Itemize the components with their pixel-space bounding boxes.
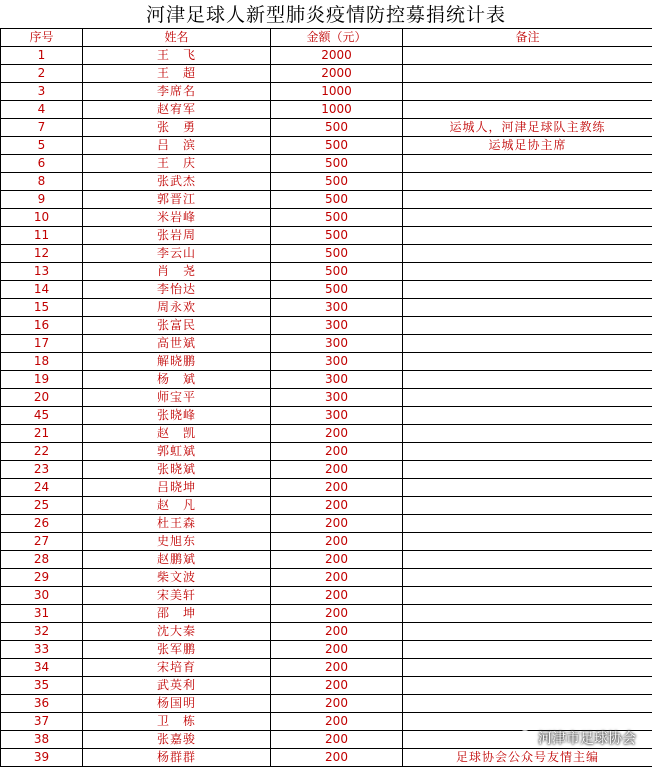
row-name-cell: 张富民 xyxy=(83,317,271,335)
row-seq-cell: 7 xyxy=(1,119,83,137)
row-note-cell xyxy=(403,191,652,209)
row-seq-cell: 13 xyxy=(1,263,83,281)
table-row xyxy=(1,335,652,353)
row-name-cell: 师宝平 xyxy=(83,389,271,407)
row-seq-cell: 33 xyxy=(1,641,83,659)
watermark-text: 河津市足球协会 xyxy=(538,728,636,748)
table-row xyxy=(1,407,652,425)
row-note-cell xyxy=(403,389,652,407)
row-amount-cell: 300 xyxy=(271,371,403,389)
row-seq-cell: 4 xyxy=(1,101,83,119)
row-amount-cell: 200 xyxy=(271,623,403,641)
row-seq-cell: 14 xyxy=(1,281,83,299)
table-row xyxy=(1,443,652,461)
table-row xyxy=(1,389,652,407)
row-name-cell: 张晓峰 xyxy=(83,407,271,425)
row-seq-cell: 16 xyxy=(1,317,83,335)
row-seq-cell: 26 xyxy=(1,515,83,533)
row-amount-cell: 200 xyxy=(271,731,403,749)
row-amount-cell: 200 xyxy=(271,587,403,605)
row-note-cell xyxy=(403,173,652,191)
table-row xyxy=(1,605,652,623)
row-name-cell: 史旭东 xyxy=(83,533,271,551)
row-seq-cell: 29 xyxy=(1,569,83,587)
row-note-cell xyxy=(403,281,652,299)
row-amount-cell: 300 xyxy=(271,407,403,425)
row-name-cell: 张晓斌 xyxy=(83,461,271,479)
row-note-cell xyxy=(403,209,652,227)
row-seq-cell: 19 xyxy=(1,371,83,389)
row-name-cell: 赵 凯 xyxy=(83,425,271,443)
table-row xyxy=(1,695,652,713)
row-seq-cell: 35 xyxy=(1,677,83,695)
table-row xyxy=(1,83,652,101)
row-name-cell: 高世斌 xyxy=(83,335,271,353)
row-note-cell xyxy=(403,551,652,569)
row-name-cell: 杨群群 xyxy=(83,749,271,767)
row-amount-cell: 200 xyxy=(271,677,403,695)
table-row xyxy=(1,551,652,569)
row-seq-cell: 15 xyxy=(1,299,83,317)
row-name-cell: 吕 滨 xyxy=(83,137,271,155)
row-seq-cell: 22 xyxy=(1,443,83,461)
table-row xyxy=(1,191,652,209)
row-note-cell xyxy=(403,335,652,353)
row-note-cell: 运城人，河津足球队主教练 xyxy=(403,119,652,137)
row-amount-cell: 200 xyxy=(271,641,403,659)
table-row xyxy=(1,479,652,497)
row-note-cell xyxy=(403,47,652,65)
table-row xyxy=(1,299,652,317)
table-row xyxy=(1,425,652,443)
row-note-cell xyxy=(403,497,652,515)
row-note-cell xyxy=(403,587,652,605)
table-row xyxy=(1,587,652,605)
row-amount-cell: 500 xyxy=(271,263,403,281)
header-seq: 序号 xyxy=(1,29,83,47)
row-amount-cell: 2000 xyxy=(271,47,403,65)
row-seq-cell: 1 xyxy=(1,47,83,65)
row-amount-cell: 500 xyxy=(271,209,403,227)
row-seq-cell: 34 xyxy=(1,659,83,677)
row-note-cell xyxy=(403,623,652,641)
table-row xyxy=(1,677,652,695)
row-note-cell xyxy=(403,569,652,587)
row-note-cell xyxy=(403,65,652,83)
row-seq-cell: 39 xyxy=(1,749,83,767)
row-note-cell xyxy=(403,83,652,101)
row-note-cell xyxy=(403,263,652,281)
row-note-cell xyxy=(403,407,652,425)
table-row xyxy=(1,101,652,119)
table-row xyxy=(1,263,652,281)
row-amount-cell: 200 xyxy=(271,533,403,551)
row-seq-cell: 27 xyxy=(1,533,83,551)
account-watermark xyxy=(516,728,636,748)
row-name-cell: 卫 栋 xyxy=(83,713,271,731)
row-amount-cell: 200 xyxy=(271,551,403,569)
wechat-official-account-icon xyxy=(516,729,534,747)
row-seq-cell: 12 xyxy=(1,245,83,263)
row-amount-cell: 200 xyxy=(271,461,403,479)
header-amount: 金额（元） xyxy=(271,29,403,47)
row-name-cell: 杨国明 xyxy=(83,695,271,713)
row-note-cell xyxy=(403,371,652,389)
row-note-cell xyxy=(403,155,652,173)
row-amount-cell: 2000 xyxy=(271,65,403,83)
row-note-cell xyxy=(403,227,652,245)
row-name-cell: 解晓鹏 xyxy=(83,353,271,371)
table-row xyxy=(1,371,652,389)
row-amount-cell: 500 xyxy=(271,137,403,155)
row-name-cell: 赵宥军 xyxy=(83,101,271,119)
table-row xyxy=(1,569,652,587)
row-name-cell: 周永欢 xyxy=(83,299,271,317)
row-name-cell: 邵 坤 xyxy=(83,605,271,623)
row-name-cell: 李席名 xyxy=(83,83,271,101)
row-name-cell: 张岩周 xyxy=(83,227,271,245)
row-name-cell: 张军鹏 xyxy=(83,641,271,659)
row-seq-cell: 21 xyxy=(1,425,83,443)
row-amount-cell: 200 xyxy=(271,425,403,443)
table-row xyxy=(1,155,652,173)
table-row xyxy=(1,317,652,335)
row-seq-cell: 31 xyxy=(1,605,83,623)
row-seq-cell: 6 xyxy=(1,155,83,173)
row-amount-cell: 200 xyxy=(271,695,403,713)
row-note-cell xyxy=(403,353,652,371)
table-row xyxy=(1,515,652,533)
row-name-cell: 宋培育 xyxy=(83,659,271,677)
row-amount-cell: 300 xyxy=(271,299,403,317)
row-note-cell xyxy=(403,533,652,551)
row-seq-cell: 28 xyxy=(1,551,83,569)
row-name-cell: 吕晓坤 xyxy=(83,479,271,497)
row-seq-cell: 45 xyxy=(1,407,83,425)
row-seq-cell: 2 xyxy=(1,65,83,83)
row-name-cell: 王 飞 xyxy=(83,47,271,65)
row-amount-cell: 1000 xyxy=(271,101,403,119)
row-amount-cell: 500 xyxy=(271,119,403,137)
row-name-cell: 李怡达 xyxy=(83,281,271,299)
row-seq-cell: 3 xyxy=(1,83,83,101)
header-note: 备注 xyxy=(403,29,652,47)
row-amount-cell: 500 xyxy=(271,191,403,209)
row-name-cell: 郭晋江 xyxy=(83,191,271,209)
row-amount-cell: 300 xyxy=(271,335,403,353)
row-note-cell xyxy=(403,605,652,623)
table-row xyxy=(1,227,652,245)
row-note-cell xyxy=(403,443,652,461)
row-amount-cell: 300 xyxy=(271,353,403,371)
row-note-cell xyxy=(403,677,652,695)
row-seq-cell: 5 xyxy=(1,137,83,155)
row-name-cell: 郭虹斌 xyxy=(83,443,271,461)
row-amount-cell: 200 xyxy=(271,479,403,497)
row-amount-cell: 200 xyxy=(271,605,403,623)
table-header-row xyxy=(1,29,652,47)
page-title: 河津足球人新型肺炎疫情防控募捐统计表 xyxy=(0,0,652,28)
row-name-cell: 武英利 xyxy=(83,677,271,695)
table-row xyxy=(1,659,652,677)
row-seq-cell: 25 xyxy=(1,497,83,515)
row-note-cell xyxy=(403,317,652,335)
row-note-cell xyxy=(403,101,652,119)
row-name-cell: 米岩峰 xyxy=(83,209,271,227)
row-amount-cell: 300 xyxy=(271,317,403,335)
table-row xyxy=(1,281,652,299)
row-name-cell: 张嘉骏 xyxy=(83,731,271,749)
row-seq-cell: 20 xyxy=(1,389,83,407)
row-name-cell: 肖 尧 xyxy=(83,263,271,281)
header-name: 姓名 xyxy=(83,29,271,47)
table-row xyxy=(1,641,652,659)
row-note-cell xyxy=(403,461,652,479)
row-note-cell xyxy=(403,245,652,263)
row-note-cell xyxy=(403,641,652,659)
row-name-cell: 王 庆 xyxy=(83,155,271,173)
row-name-cell: 李云山 xyxy=(83,245,271,263)
row-name-cell: 杨 斌 xyxy=(83,371,271,389)
table-row xyxy=(1,623,652,641)
row-seq-cell: 37 xyxy=(1,713,83,731)
table-row xyxy=(1,533,652,551)
row-seq-cell: 11 xyxy=(1,227,83,245)
row-note-cell: 足球协会公众号友情主编 xyxy=(403,749,652,767)
row-name-cell: 杜王森 xyxy=(83,515,271,533)
table-row xyxy=(1,65,652,83)
row-amount-cell: 200 xyxy=(271,749,403,767)
row-name-cell: 沈大秦 xyxy=(83,623,271,641)
row-note-cell xyxy=(403,695,652,713)
table-row xyxy=(1,47,652,65)
table-row xyxy=(1,749,652,767)
row-seq-cell: 10 xyxy=(1,209,83,227)
row-note-cell xyxy=(403,299,652,317)
row-name-cell: 赵鹏斌 xyxy=(83,551,271,569)
table-row xyxy=(1,353,652,371)
row-amount-cell: 500 xyxy=(271,155,403,173)
row-seq-cell: 17 xyxy=(1,335,83,353)
row-note-cell xyxy=(403,659,652,677)
row-seq-cell: 32 xyxy=(1,623,83,641)
row-note-cell xyxy=(403,479,652,497)
row-seq-cell: 23 xyxy=(1,461,83,479)
row-seq-cell: 18 xyxy=(1,353,83,371)
donation-table xyxy=(0,28,652,767)
row-seq-cell: 38 xyxy=(1,731,83,749)
row-seq-cell: 30 xyxy=(1,587,83,605)
table-row xyxy=(1,119,652,137)
row-name-cell: 张武杰 xyxy=(83,173,271,191)
row-note-cell: 运城足协主席 xyxy=(403,137,652,155)
row-amount-cell: 200 xyxy=(271,569,403,587)
row-name-cell: 张 勇 xyxy=(83,119,271,137)
row-name-cell: 赵 凡 xyxy=(83,497,271,515)
row-amount-cell: 500 xyxy=(271,281,403,299)
row-name-cell: 宋美轩 xyxy=(83,587,271,605)
row-amount-cell: 500 xyxy=(271,173,403,191)
table-row xyxy=(1,461,652,479)
row-amount-cell: 1000 xyxy=(271,83,403,101)
table-row xyxy=(1,137,652,155)
row-note-cell xyxy=(403,515,652,533)
row-amount-cell: 200 xyxy=(271,713,403,731)
row-amount-cell: 200 xyxy=(271,497,403,515)
table-row xyxy=(1,497,652,515)
row-amount-cell: 200 xyxy=(271,515,403,533)
row-seq-cell: 24 xyxy=(1,479,83,497)
row-name-cell: 王 超 xyxy=(83,65,271,83)
row-amount-cell: 300 xyxy=(271,389,403,407)
row-amount-cell: 500 xyxy=(271,227,403,245)
table-row xyxy=(1,173,652,191)
table-row xyxy=(1,245,652,263)
row-amount-cell: 200 xyxy=(271,659,403,677)
row-name-cell: 柴文波 xyxy=(83,569,271,587)
row-seq-cell: 8 xyxy=(1,173,83,191)
row-seq-cell: 9 xyxy=(1,191,83,209)
table-row xyxy=(1,209,652,227)
row-amount-cell: 200 xyxy=(271,443,403,461)
row-seq-cell: 36 xyxy=(1,695,83,713)
row-note-cell xyxy=(403,425,652,443)
row-amount-cell: 500 xyxy=(271,245,403,263)
